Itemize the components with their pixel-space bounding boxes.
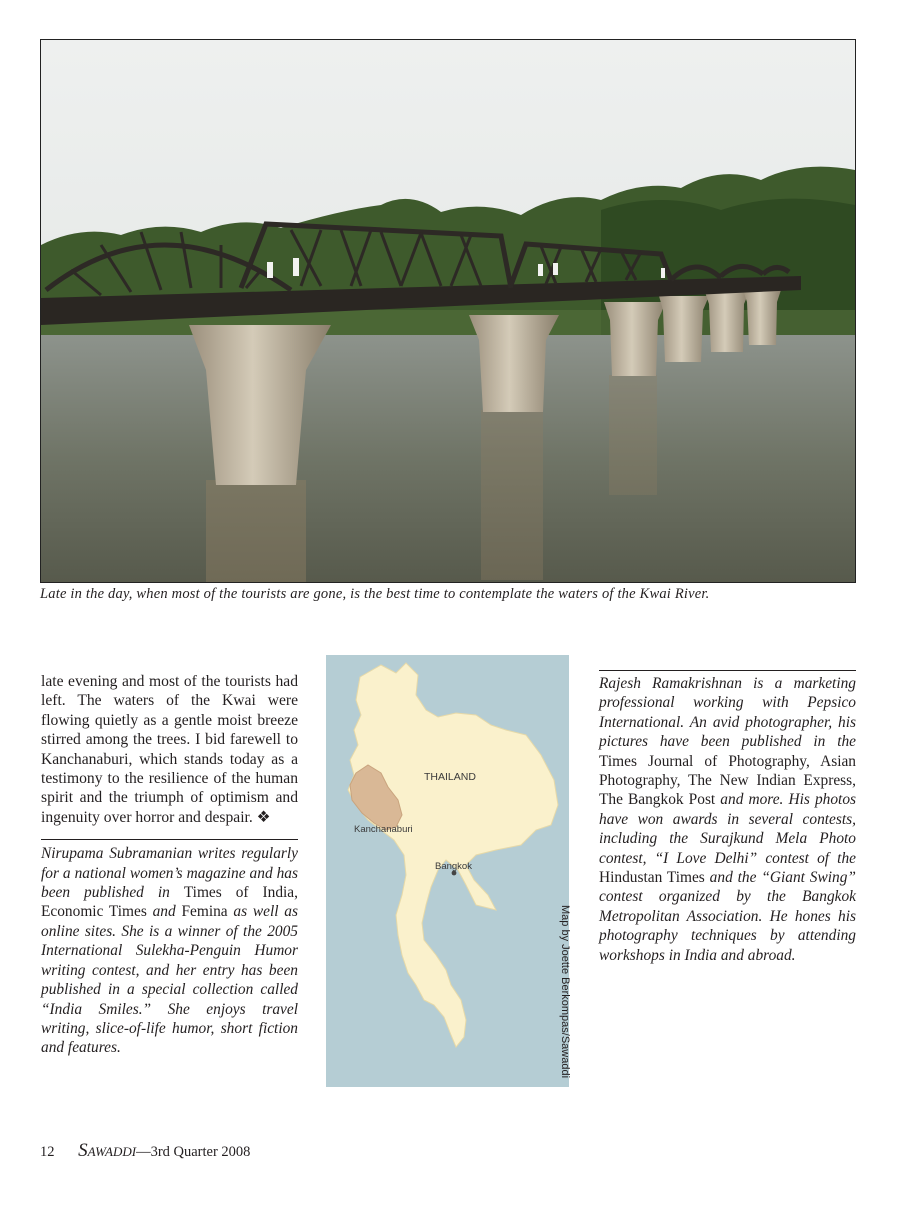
- map-label-kanchanaburi: Kanchanaburi: [354, 824, 413, 835]
- author-bio-text-1: Nirupama Subramanian writes regularly for a national women’s magazine and has been published in: [41, 845, 298, 902]
- author-bio-text-3: as well as online sites. She is a winner of the 2005 International Sulekha-Penguin Humor writing contest, and her entry has been published in a special collection called “India Smiles.” She enjoys travel writing, slice-of-life humor, short fiction and features.: [41, 903, 298, 1057]
- map-label-thailand: THAILAND: [424, 771, 476, 783]
- map-label-bangkok: Bangkok: [435, 861, 472, 872]
- divider: [41, 839, 298, 840]
- photographer-bio-text-3: and the “Giant Swing” contest organized by the Bangkok Metropolitan Association. He hones his photography techniques by attending workshops in India and abroad.: [599, 869, 856, 964]
- author-bio-publication-2: Femina: [181, 903, 228, 921]
- photographer-bio-publications-1: Times Journal of Photography, Asian Photography, The New Indian Express, The Bangkok Post: [599, 752, 856, 809]
- thailand-landmass: [348, 663, 558, 1047]
- magazine-name: [78, 1140, 137, 1161]
- bridge-photo: [40, 39, 856, 583]
- issue-label: —3rd Quarter 2008: [136, 1144, 251, 1160]
- author-bio-publication-1: Times of India, Economic Times: [41, 884, 298, 921]
- photographer-bio-publication-2: Hindustan Times: [599, 869, 705, 887]
- divider: [599, 670, 856, 671]
- photographer-bio: [599, 674, 856, 965]
- map-credit: Map by Joette Berkompas/Sawaddi: [559, 905, 571, 1079]
- article-closing-paragraph: [41, 672, 298, 827]
- author-bio: [41, 844, 298, 1057]
- photographer-bio-text-1: Rajesh Ramakrishnan is a marketing professional working with Pepsico International. An avid photographer, his pictures have been published in the: [599, 675, 856, 751]
- thailand-map: [326, 655, 569, 1087]
- magazine-initial: S: [78, 1140, 88, 1161]
- right-column: [599, 670, 856, 965]
- end-mark: ❖: [256, 808, 271, 826]
- kwai-bridge-illustration: [41, 40, 855, 582]
- photographer-bio-text-2: and more. His photos have won awards in several contests, including the Surajkund Mela Photo contest, “I Love Delhi” contest of the: [599, 791, 857, 867]
- left-column: [41, 672, 298, 1058]
- page-footer: [40, 1140, 250, 1162]
- magazine-name-rest: AWADDI: [87, 1144, 137, 1159]
- page-number: 12: [40, 1144, 55, 1160]
- author-bio-text-2: and: [146, 903, 182, 921]
- closing-text: late evening and most of the tourists had left. The waters of the Kwai were flowing quietly as a gentle moist breeze stirred among the trees. I bid farewell to Kanchanaburi, which stands today as a testimony to the resilience of the human spirit and the triumph of optimism and ingenuity over horror and despair.: [41, 673, 298, 826]
- photo-caption: Late in the day, when most of the tourists are gone, is the best time to contemplate the waters of the Kwai River.: [40, 586, 710, 602]
